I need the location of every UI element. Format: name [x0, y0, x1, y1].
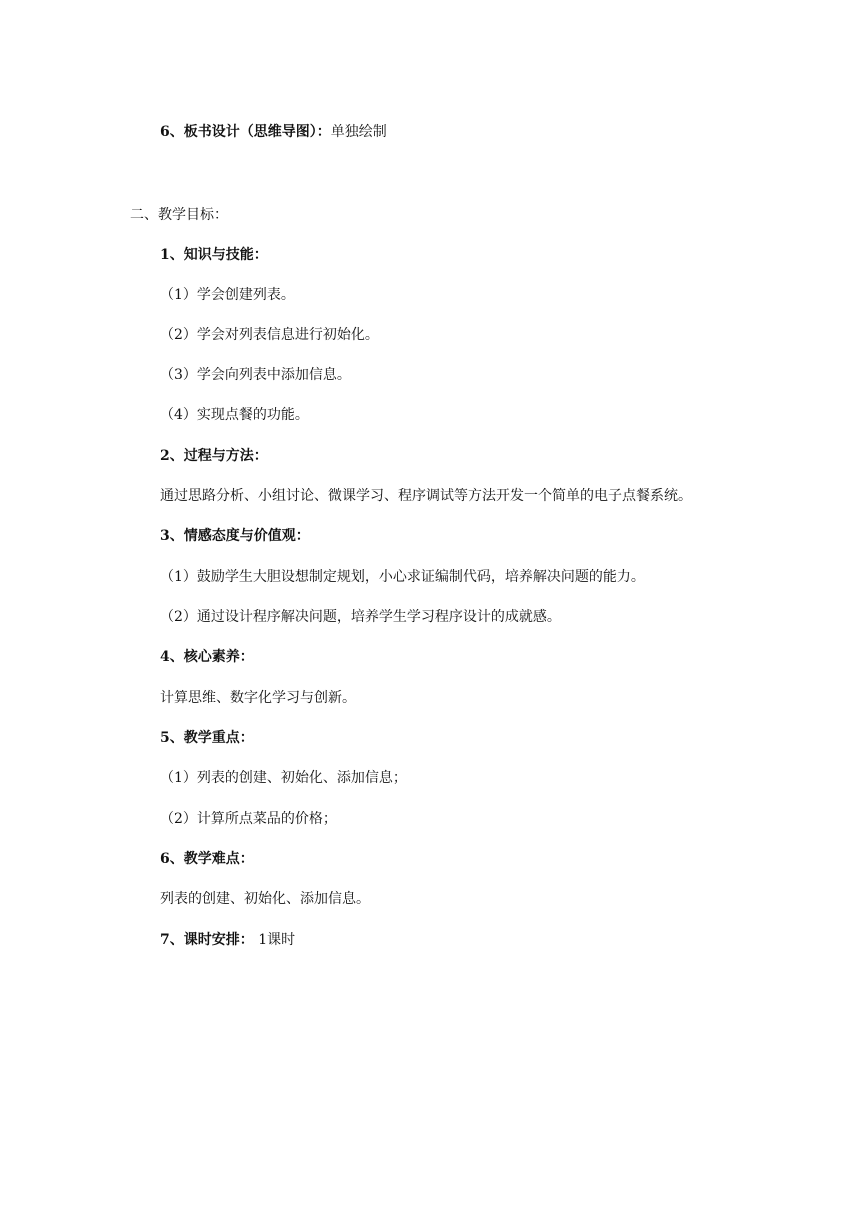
core-heading: 4、核心素养： — [160, 649, 254, 665]
process-heading: 2、过程与方法： — [160, 448, 268, 464]
emotion-item: （1）鼓励学生大胆设想制定规划，小心求证编制代码，培养解决问题的能力。 — [160, 569, 645, 585]
section-heading: 二、教学目标： — [130, 207, 228, 223]
emotion-item: （2）通过设计程序解决问题，培养学生学习程序设计的成就感。 — [160, 609, 561, 625]
knowledge-item: （1）学会创建列表。 — [160, 287, 295, 303]
knowledge-heading: 1、知识与技能： — [160, 247, 268, 263]
process-text: 通过思路分析、小组讨论、微课学习、程序调试等方法开发一个简单的电子点餐系统。 — [160, 488, 692, 504]
key-points-heading: 5、教学重点： — [160, 730, 254, 746]
key-point-item: （1）列表的创建、初始化、添加信息； — [160, 770, 407, 786]
board-design-label: 6、板书设计（思维导图）： — [160, 124, 331, 140]
schedule-label: 7、课时安排： — [160, 932, 254, 948]
knowledge-item: （3）学会向列表中添加信息。 — [160, 367, 351, 383]
knowledge-item: （4）实现点餐的功能。 — [160, 407, 309, 423]
schedule-value: 1课时 — [253, 932, 296, 948]
board-design-line — [160, 123, 387, 141]
difficulties-text: 列表的创建、初始化、添加信息。 — [160, 891, 370, 907]
key-point-item: （2）计算所点菜品的价格； — [160, 811, 337, 827]
knowledge-item: （2）学会对列表信息进行初始化。 — [160, 327, 379, 343]
schedule-line — [160, 931, 295, 949]
core-text: 计算思维、数字化学习与创新。 — [160, 690, 356, 706]
difficulties-heading: 6、教学难点： — [160, 851, 254, 867]
board-design-value: 单独绘制 — [330, 124, 387, 140]
emotion-heading: 3、情感态度与价值观： — [160, 528, 310, 544]
